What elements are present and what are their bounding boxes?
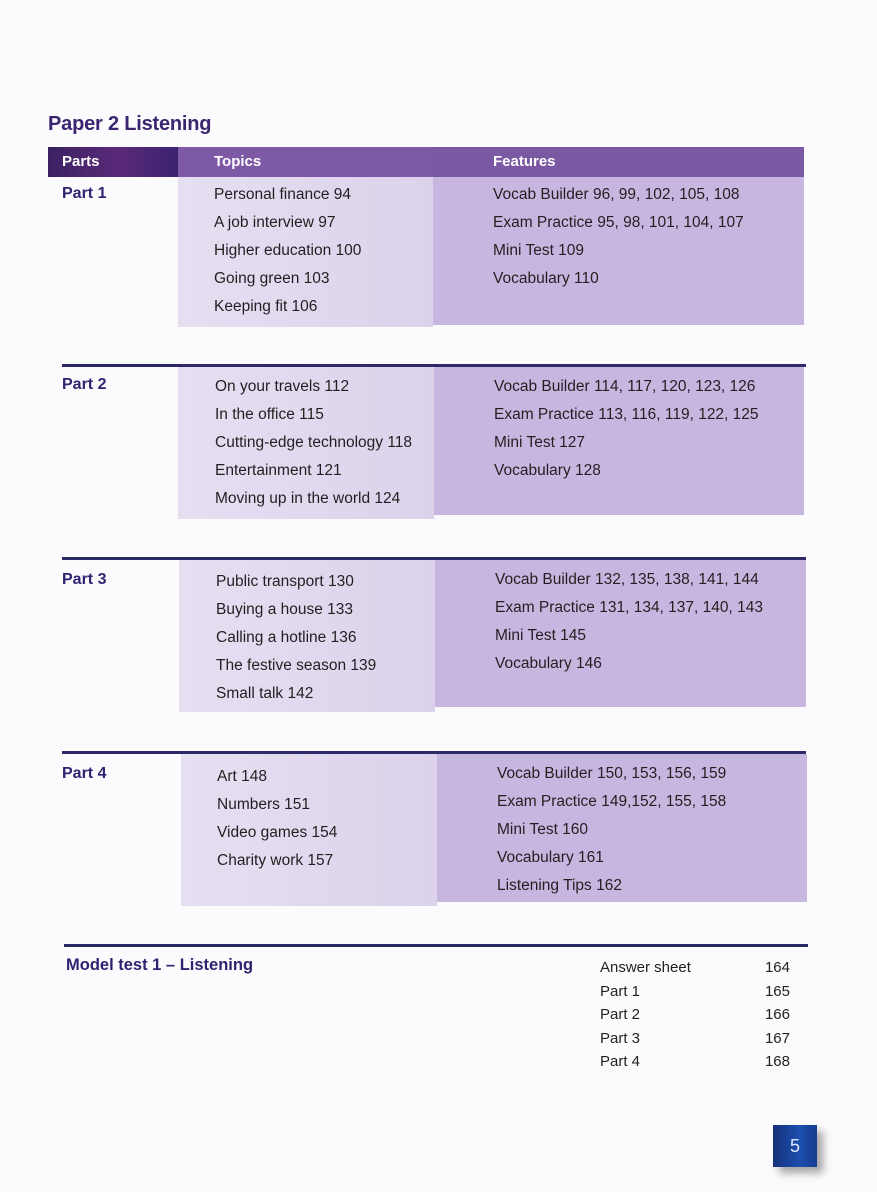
feature-item: Vocabulary 128 [494,462,601,479]
topic-item: In the office 115 [215,406,324,423]
model-item-label: Part 4 [600,1053,641,1070]
feature-item: Vocabulary 146 [495,655,602,672]
topic-item: Personal finance 94 [214,186,352,203]
table-header [48,147,804,177]
header-topics: Topics [178,147,433,177]
feature-item: Mini Test 109 [493,242,585,259]
features-list [434,367,804,515]
feature-item: Vocab Builder 150, 153, 156, 159 [497,765,727,782]
topic-item: Buying a house 133 [216,601,354,618]
model-item-page: 167 [764,1029,790,1047]
topics-list [181,754,437,906]
header-features: Features [433,147,804,177]
part-label: Part 3 [62,571,107,588]
part-label: Part 1 [62,185,107,202]
topic-item: Video games 154 [217,824,338,841]
header-parts: Parts [48,147,178,177]
features-list [437,754,807,902]
topics-list [178,367,434,519]
model-test-item [600,1003,790,1027]
model-test-title: Model test 1 – Listening [66,956,254,974]
topic-item: Calling a hotline 136 [216,629,357,646]
topic-item: Going green 103 [214,270,330,287]
topic-item: Numbers 151 [217,796,311,813]
model-item-label: Part 3 [600,1029,641,1047]
page-title: Paper 2 Listening [48,113,212,135]
model-test-list [600,956,790,1074]
model-item-label: Part 1 [600,982,641,1000]
topic-item: Keeping fit 106 [214,298,318,315]
topic-item: The festive season 139 [216,657,377,674]
features-list [435,560,806,707]
page-number-badge: 5 [773,1125,817,1167]
feature-item: Listening Tips 162 [497,877,622,894]
feature-item: Mini Test 145 [495,627,587,644]
feature-item: Mini Test 160 [497,821,589,838]
model-item-page: 168 [764,1053,790,1070]
model-test-item [600,980,790,1004]
topic-item: Small talk 142 [216,685,314,702]
model-item-label: Part 2 [600,1006,641,1023]
model-item-page: 166 [764,1006,790,1023]
feature-item: Mini Test 127 [494,434,586,451]
model-test-item [600,1050,790,1074]
model-item-label: Answer sheet [600,959,691,976]
feature-item: Vocab Builder 132, 135, 138, 141, 144 [495,571,759,588]
topic-item: A job interview 97 [214,214,336,231]
topic-item: Public transport 130 [216,573,354,590]
feature-item: Exam Practice 131, 134, 137, 140, 143 [495,599,763,616]
feature-item: Vocab Builder 114, 117, 120, 123, 126 [494,378,756,395]
model-item-page: 165 [764,982,790,1000]
part-4-section [48,751,806,906]
feature-item: Vocab Builder 96, 99, 102, 105, 108 [493,186,740,203]
model-item-page: 164 [764,959,790,976]
model-test-item [600,1027,790,1051]
topic-item: Higher education 100 [214,242,362,259]
topics-list [178,177,433,327]
topics-list [179,560,435,712]
model-test-item [600,956,790,980]
topic-item: Art 148 [217,768,267,785]
feature-item: Vocabulary 110 [493,270,599,287]
topic-item: Moving up in the world 124 [215,490,401,507]
part-1-section [48,177,806,327]
feature-item: Exam Practice 149,152, 155, 158 [497,793,727,810]
features-list [433,177,804,325]
feature-item: Exam Practice 113, 116, 119, 122, 125 [494,406,759,423]
topic-item: On your travels 112 [215,378,350,395]
section-divider [64,944,808,947]
topic-item: Cutting-edge technology 118 [215,434,413,451]
part-2-section [48,364,806,519]
part-label: Part 2 [62,376,107,393]
feature-item: Exam Practice 95, 98, 101, 104, 107 [493,214,744,231]
topic-item: Entertainment 121 [215,462,342,479]
feature-item: Vocabulary 161 [497,849,604,866]
topic-item: Charity work 157 [217,852,334,869]
part-3-section [48,557,806,712]
part-label: Part 4 [62,765,107,782]
